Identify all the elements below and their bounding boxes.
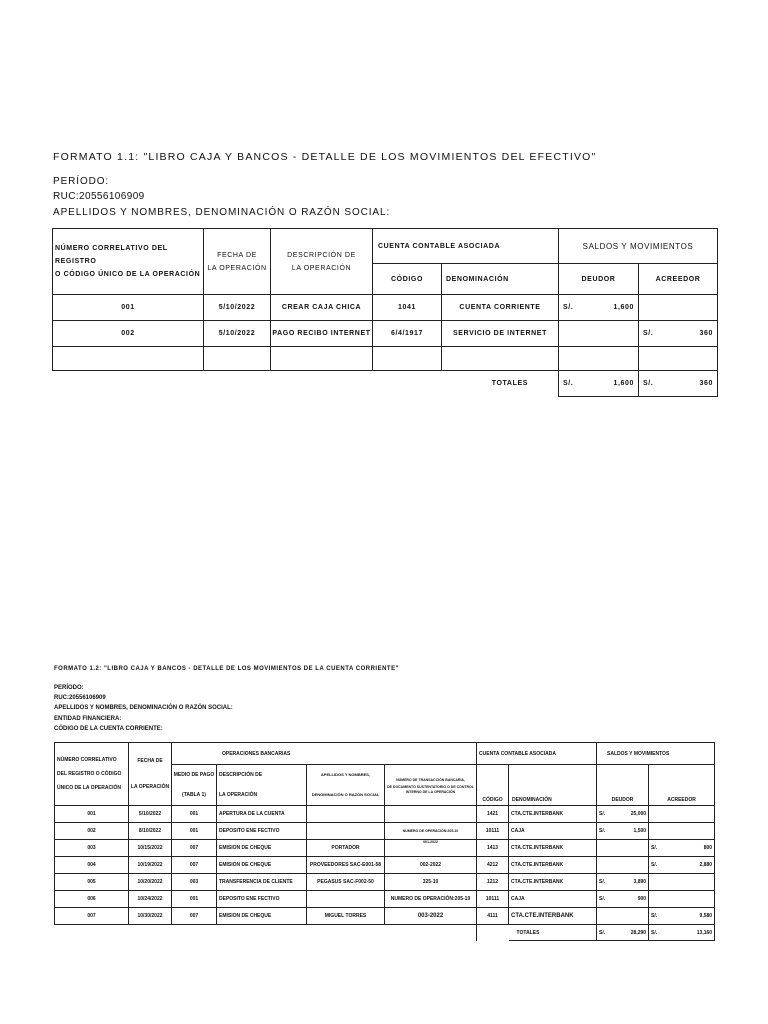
row-acreedor: S/. 360 [639, 321, 718, 347]
row-deudor [597, 857, 649, 874]
row-fecha: 10/20/2022 [129, 874, 172, 891]
header-acreedor: ACREEDOR [649, 765, 715, 806]
row-apellidos: PEGASUS SAC-F002-50 [307, 874, 385, 891]
row-fecha: 10/19/2022 [129, 857, 172, 874]
header-cuenta-contable: CUENTA CONTABLE ASOCIADA [373, 229, 559, 264]
row-numero: 005 [55, 874, 129, 891]
header-descripcion: DESCRIPCIÓN DE LA OPERACIÓN [217, 765, 307, 806]
row-deudor: S/. 1,600 [559, 295, 639, 321]
header-saldos: SALDOS Y MOVIMIENTOS [559, 229, 718, 264]
row-codigo: 10111 [477, 823, 509, 840]
totals-deudor: S/. 1,600 [559, 371, 639, 397]
row-medio: 007 [172, 840, 217, 857]
row-codigo: 1212 [477, 874, 509, 891]
row-numero: 001 [53, 295, 204, 321]
formato-1-2-title: FORMATO 1.2: "LIBRO CAJA Y BANCOS - DETALLE DE LOS MOVIMIENTOS DE LA CUENTA CORRIENTE" [54, 666, 399, 672]
row-apellidos [307, 823, 385, 840]
row-deudor: S/. 25,000 [597, 806, 649, 823]
table-row [53, 321, 718, 347]
row-fecha: 5/10/2022 [129, 806, 172, 823]
formato-1-2-table [54, 742, 715, 941]
header-operaciones: OPERACIONES BANCARIAS [172, 743, 477, 765]
header-numero: NÚMERO CORRELATIVO DEL REGISTRO O CÓDIGO ÚNICO DE LA OPERACIÓN [55, 743, 129, 806]
totals-label: TOTALES [509, 925, 597, 941]
row-descripcion: DEPOSITO ENE FECTIVO [217, 891, 307, 908]
header-apellidos: APELLIDOS Y NOMBRES, DENOMINACIÓN O RAZÓN SOCIAL [307, 765, 385, 806]
row-transaccion: 001-2022 [385, 840, 477, 857]
row-descripcion: DEPOSITO ENE FECTIVO [217, 823, 307, 840]
header-num-transaccion: NÚMERO DE TRANSACCIÓN BANCARIA, DE DOCUMENTO SUSTENTATORIO O DE CONTROL INTERNO DE LA OPERACIÓN [385, 765, 477, 806]
row-codigo: 6/4/1917 [373, 321, 442, 347]
row-numero: 001 [55, 806, 129, 823]
header-deudor: DEUDOR [597, 765, 649, 806]
row-apellidos [307, 891, 385, 908]
row-descripcion: TRANSFERENCIA DE CLIENTE [217, 874, 307, 891]
row-transaccion: 002-2022 [385, 857, 477, 874]
row-acreedor [649, 806, 715, 823]
header-acreedor: ACREEDOR [639, 264, 718, 295]
row-descripcion: EMISION DE CHEQUE [217, 840, 307, 857]
row-transaccion: NUMERO DE OPERACIÓN:205-10 [385, 823, 477, 840]
row-apellidos: PROVEEDORES SAC-E001-58 [307, 857, 385, 874]
periodo-label-2: PERÍODO: [54, 685, 84, 691]
header-cuenta-contable: CUENTA CONTABLE ASOCIADA [477, 743, 597, 765]
row-denominacion: CAJA [509, 891, 597, 908]
header-deudor: DEUDOR [559, 264, 639, 295]
row-codigo: 1041 [373, 295, 442, 321]
row-deudor: S/. 900 [597, 891, 649, 908]
formato-1-1-table [52, 228, 718, 397]
table-row [55, 806, 715, 823]
row-fecha: 5/10/2022 [204, 321, 271, 347]
row-codigo: 4212 [477, 857, 509, 874]
row-fecha: 10/24/2022 [129, 891, 172, 908]
row-codigo: 4111 [477, 908, 509, 925]
row-fecha: 5/10/2022 [204, 295, 271, 321]
row-acreedor [649, 891, 715, 908]
row-medio: 003 [172, 874, 217, 891]
row-denominacion: CAJA [509, 823, 597, 840]
totals-acreedor: S/. 13,160 [649, 925, 715, 941]
entidad-label: ENTIDAD FINANCIERA: [54, 716, 122, 722]
row-transaccion: NUMERO DE OPERACIÓN:205-10 [385, 891, 477, 908]
totals-row [55, 925, 715, 941]
header-fecha: FECHA DE LA OPERACIÓN [204, 229, 271, 295]
row-numero: 002 [53, 321, 204, 347]
formato-1-1-title: FORMATO 1.1: "LIBRO CAJA Y BANCOS - DETALLE DE LOS MOVIMIENTOS DEL EFECTIVO" [53, 151, 597, 163]
row-numero: 006 [55, 891, 129, 908]
row-denominacion: CTA.CTE.INTERBANK [509, 874, 597, 891]
row-transaccion: 003-2022 [385, 908, 477, 925]
table-row [55, 823, 715, 840]
header-descripcion: DESCRIPCIÓN DE LA OPERACIÓN [271, 229, 373, 295]
row-denominacion: CTA.CTE.INTERBANK [509, 857, 597, 874]
row-deudor: S/. 3,890 [597, 874, 649, 891]
header-fecha: FECHA DE LA OPERACIÓN [129, 743, 172, 806]
ruc-label-2: RUC:20556106909 [54, 695, 106, 701]
row-deudor [559, 321, 639, 347]
row-numero: 003 [55, 840, 129, 857]
row-deudor: S/. 1,500 [597, 823, 649, 840]
header-denominacion: DENOMINACIÓN [509, 765, 597, 806]
totals-deudor: S/. 28,290 [597, 925, 649, 941]
totals-acreedor: S/. 360 [639, 371, 718, 397]
header-codigo: CÓDIGO [373, 264, 442, 295]
row-medio: 001 [172, 806, 217, 823]
row-fecha: 8/10/2022 [129, 823, 172, 840]
row-codigo: 1421 [477, 806, 509, 823]
row-apellidos [307, 806, 385, 823]
row-descripcion: PAGO RECIBO INTERNET [271, 321, 373, 347]
apellidos-label: APELLIDOS Y NOMBRES, DENOMINACIÓN O RAZÓN SOCIAL: [53, 207, 391, 218]
row-medio: 007 [172, 857, 217, 874]
row-acreedor: S/. 9,580 [649, 908, 715, 925]
row-descripcion: EMISION DE CHEQUE [217, 908, 307, 925]
row-acreedor [649, 874, 715, 891]
totals-row [53, 371, 718, 397]
row-descripcion: CREAR CAJA CHICA [271, 295, 373, 321]
row-numero: 007 [55, 908, 129, 925]
table-row [53, 295, 718, 321]
row-descripcion: EMISION DE CHEQUE [217, 857, 307, 874]
row-apellidos: MIGUEL TORRES [307, 908, 385, 925]
row-medio: 007 [172, 908, 217, 925]
table-row [55, 891, 715, 908]
header-numero: NÚMERO CORRELATIVO DEL REGISTRO O CÓDIGO ÚNICO DE LA OPERACIÓN [53, 229, 204, 295]
row-denominacion: CUENTA CORRIENTE [442, 295, 559, 321]
row-acreedor [649, 823, 715, 840]
table-row [55, 908, 715, 925]
table-row-empty [53, 347, 718, 371]
table-row [55, 840, 715, 857]
row-fecha: 10/15/2022 [129, 840, 172, 857]
header-codigo: CÓDIGO [477, 765, 509, 806]
header-medio-pago: MEDIO DE PAGO (TABLA 1) [172, 765, 217, 806]
row-fecha: 10/30/2022 [129, 908, 172, 925]
row-transaccion: 325-10 [385, 874, 477, 891]
row-codigo: 1413 [477, 840, 509, 857]
row-acreedor: S/. 800 [649, 840, 715, 857]
row-deudor [597, 840, 649, 857]
row-denominacion: SERVICIO DE INTERNET [442, 321, 559, 347]
row-denominacion: CTA.CTE.INTERBANK [509, 806, 597, 823]
row-deudor [597, 908, 649, 925]
row-denominacion: CTA.CTE.INTERBANK [509, 908, 597, 925]
row-numero: 002 [55, 823, 129, 840]
row-numero: 004 [55, 857, 129, 874]
row-descripcion: APERTURA DE LA CUENTA [217, 806, 307, 823]
row-acreedor [639, 295, 718, 321]
table-row [55, 874, 715, 891]
apellidos-label-2: APELLIDOS Y NOMBRES, DENOMINACIÓN O RAZÓN SOCIAL: [54, 705, 233, 711]
row-codigo: 10111 [477, 891, 509, 908]
header-denominacion: DENOMINACIÓN [442, 264, 559, 295]
codigo-cuenta-label: CÓDIGO DE LA CUENTA CORRIENTE: [54, 726, 163, 732]
periodo-label: PERÍODO: [53, 176, 110, 187]
totals-label: TOTALES [442, 371, 559, 397]
row-apellidos: PORTADOR [307, 840, 385, 857]
table-row [55, 857, 715, 874]
header-saldos: SALDOS Y MOVIMIENTOS [597, 743, 715, 765]
row-transaccion [385, 806, 477, 823]
ruc-label: RUC:20556106909 [53, 191, 145, 202]
row-medio: 001 [172, 891, 217, 908]
row-denominacion: CTA.CTE.INTERBANK [509, 840, 597, 857]
row-acreedor: S/. 2,880 [649, 857, 715, 874]
row-medio: 001 [172, 823, 217, 840]
